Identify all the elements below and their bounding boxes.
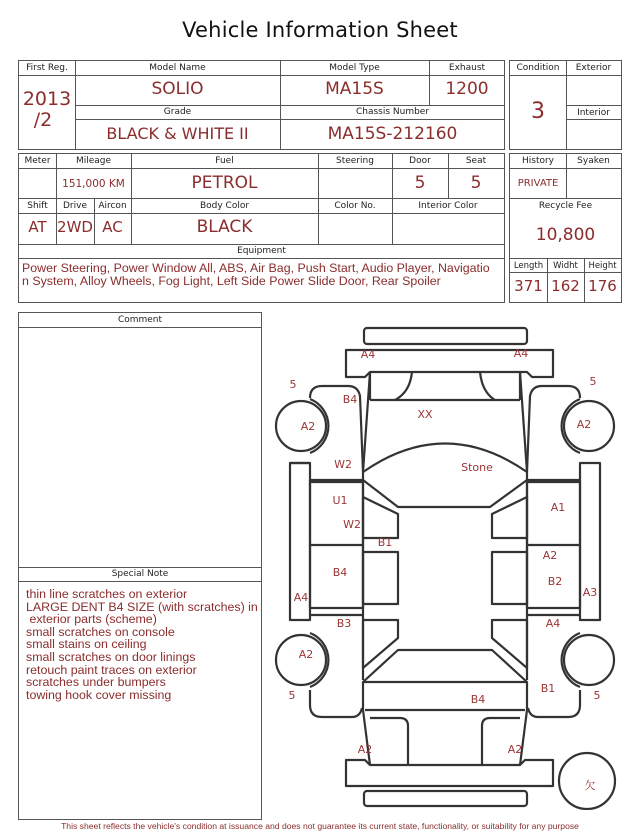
left-rear-quarter-window: [363, 620, 398, 668]
special-note-line: small scratches on door linings: [26, 649, 196, 664]
first-reg-year: 2013: [22, 88, 72, 110]
seat-value: 5: [470, 173, 482, 193]
height-value: 176: [588, 277, 617, 295]
grade-value: BLACK & WHITE II: [106, 124, 249, 143]
left-rear-window: [363, 552, 398, 604]
mark-front-left-door: U1: [332, 494, 348, 507]
mark-front-right-door: A1: [550, 501, 566, 514]
rear-bumper-strip: [364, 791, 527, 806]
mark-front-left-number: 5: [289, 378, 297, 391]
mark-left-sill: A4: [293, 591, 309, 604]
mark-front-bumper-left: A4: [360, 348, 376, 361]
rear-right-tire: [564, 635, 614, 685]
equipment-line: Power Steering, Power Window All, ABS, Air Bag, Push Start, Audio Player, Navigatio: [22, 261, 490, 275]
comment-panel: [18, 312, 262, 820]
aircon-label: Aircon: [98, 201, 127, 211]
missing-parts-symbol: 欠: [584, 779, 596, 792]
length-value: 371: [514, 277, 543, 295]
exhaust-label: Exhaust: [448, 63, 486, 73]
model-name: SOLIO: [151, 79, 204, 99]
aircon-value: AC: [102, 218, 123, 236]
mileage-value: 151,000 KM: [62, 178, 125, 190]
mark-rear-right-number: 5: [593, 689, 601, 702]
model-name-label: Model Name: [149, 63, 206, 73]
special-note-line: small stains on ceiling: [26, 637, 147, 652]
chassis-number: MA15S-212160: [327, 124, 458, 144]
right-front-window: [492, 497, 527, 538]
mark-rear-right-quarter: A4: [545, 617, 561, 630]
right-rear-window: [492, 552, 527, 604]
mark-rear-left-number: 5: [288, 689, 296, 702]
model-type: MA15S: [325, 79, 384, 99]
length-label: Length: [513, 261, 544, 271]
mark-right-sill: A3: [582, 586, 598, 599]
mark-rear-bumper-left: A2: [357, 743, 373, 756]
mark-left-pillar: B1: [377, 536, 393, 549]
equipment-list: [22, 262, 502, 288]
history-table: [509, 153, 622, 303]
seat-label: Seat: [465, 156, 487, 166]
height-label: Height: [588, 261, 617, 271]
mark-front-left-tire: A2: [300, 420, 316, 433]
fuel-value: PETROL: [191, 173, 258, 193]
mark-rear-left-quarter: B3: [336, 617, 352, 630]
special-note-line: scratches under bumpers: [26, 675, 166, 690]
mark-front-left-fender: B4: [342, 393, 358, 406]
history-value: PRIVATE: [517, 178, 559, 189]
condition-score: 3: [531, 99, 545, 124]
equipment-line: n System, Alloy Wheels, Fog Light, Left Side Power Slide Door, Rear Spoiler: [22, 274, 441, 288]
drive-value: 2WD: [57, 218, 93, 236]
drive-label: Drive: [63, 201, 87, 211]
condition-label: Condition: [516, 63, 560, 73]
model-type-label: Model Type: [329, 63, 380, 73]
special-note-label: Special Note: [111, 569, 169, 579]
specs-table: [18, 153, 505, 303]
header-table: [18, 60, 505, 150]
color-no-label: Color No.: [334, 201, 376, 211]
special-note-line: small scratches on console: [26, 624, 175, 639]
history-label: History: [521, 156, 555, 166]
interior-color-label: Interior Color: [418, 201, 478, 211]
page-title: Vehicle Information Sheet: [182, 18, 458, 42]
door-label: Door: [409, 156, 431, 166]
grade-label: Grade: [163, 107, 192, 117]
mark-rear-right-corner: B1: [540, 682, 556, 695]
mark-front-left-window: W2: [343, 518, 361, 531]
shift-value: AT: [28, 218, 47, 236]
first-reg-month: /2: [33, 109, 53, 131]
recycle-fee-value: 10,800: [535, 225, 596, 245]
interior-label: Interior: [577, 108, 610, 118]
mark-rear-bumper-right: A2: [507, 743, 523, 756]
fuel-label: Fuel: [215, 156, 234, 166]
disclaimer-footer: This sheet reflects the vehicle's condition at issuance and does not guarantee its current state, functionality, or suitability for any purpose: [61, 821, 579, 831]
exterior-label: Exterior: [575, 63, 612, 73]
equipment-label: Equipment: [237, 246, 286, 256]
mark-rear-left-tire: A2: [298, 648, 314, 661]
car-damage-diagram: [270, 320, 640, 810]
comment-label: Comment: [117, 315, 163, 325]
rear-window: [363, 650, 527, 682]
meter-label: Meter: [24, 156, 51, 166]
mark-tailgate: B4: [470, 693, 486, 706]
chassis-label: Chassis Number: [355, 107, 430, 117]
mark-front-right-tire: A2: [576, 418, 592, 431]
first-reg-label: First Reg.: [26, 63, 68, 73]
mark-front-bumper-right: A4: [513, 347, 529, 360]
width-value: 162: [551, 277, 580, 295]
front-bumper-strip: [364, 328, 527, 344]
special-note-line: retouch paint traces on exterior: [26, 662, 197, 677]
exhaust-value: 1200: [445, 79, 489, 99]
left-rear-fender: [310, 690, 362, 717]
windshield: [363, 444, 527, 473]
mark-windshield: Stone: [461, 461, 493, 474]
mark-rear-right-door: B2: [547, 575, 563, 588]
rear-bumper: [346, 760, 553, 786]
shift-label: Shift: [27, 201, 48, 211]
special-note-line: thin line scratches on exterior: [26, 587, 188, 601]
mark-left-a-pillar: W2: [334, 458, 352, 471]
special-note-line: towing hook cover missing: [26, 687, 172, 702]
body-color-label: Body Color: [199, 201, 250, 211]
mileage-label: Mileage: [75, 156, 112, 166]
right-front-fender: [527, 386, 580, 472]
mark-front-right-number: 5: [589, 375, 597, 388]
syaken-label: Syaken: [577, 156, 610, 166]
body-color-value: BLACK: [196, 217, 253, 237]
mark-hood: XX: [417, 408, 433, 421]
door-value: 5: [414, 173, 426, 193]
right-rear-quarter-window: [492, 620, 527, 668]
special-note-line: exterior parts (scheme): [26, 612, 157, 627]
special-note-list: [26, 588, 260, 701]
steering-label: Steering: [336, 156, 374, 166]
special-note-line: LARGE DENT B4 SIZE (with scratches) in: [26, 599, 258, 614]
mark-rear-left-door: B4: [332, 566, 348, 579]
mark-rear-right-door-top: A2: [542, 549, 558, 562]
width-label: Widht: [553, 261, 578, 271]
condition-table: [509, 60, 622, 150]
recycle-fee-label: Recycle Fee: [538, 201, 593, 211]
